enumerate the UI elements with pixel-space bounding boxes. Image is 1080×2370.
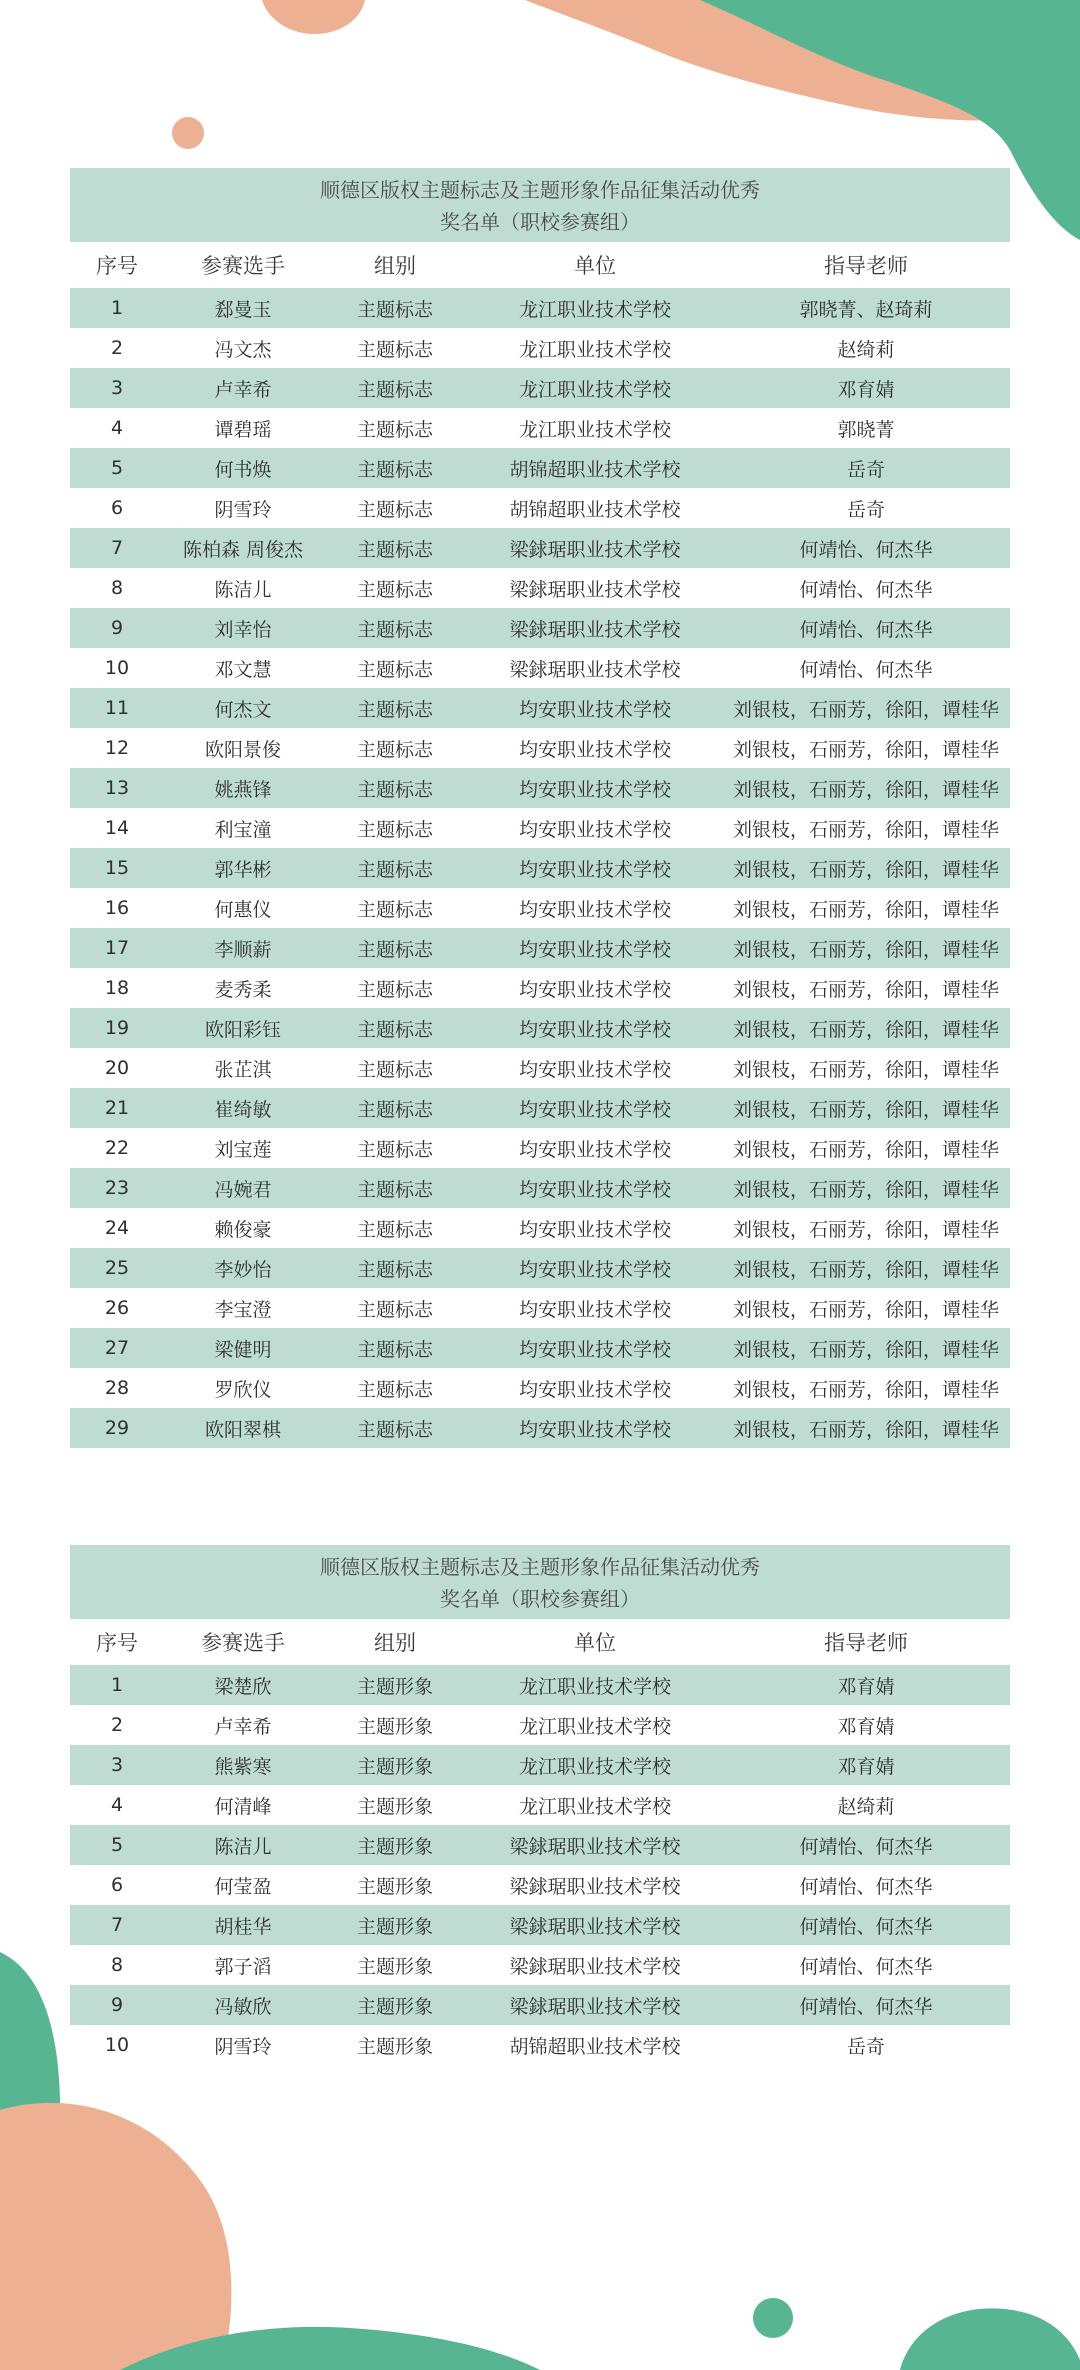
title-line-1: 顺德区版权主题标志及主题形象作品征集活动优秀: [320, 1555, 760, 1579]
cell-group: 主题标志: [356, 1298, 433, 1321]
cell-teacher: 刘银枝，石丽芳，徐阳，谭桂华: [732, 1338, 999, 1361]
cell-group: 主题标志: [356, 1338, 433, 1361]
cell-group: 主题标志: [356, 1138, 433, 1161]
cell-unit: 龙江职业技术学校: [518, 1755, 671, 1778]
cell-contestant: 郭子滔: [214, 1955, 272, 1978]
cell-contestant: 陈洁儿: [214, 1835, 272, 1858]
cell-number: 25: [104, 1257, 130, 1279]
cell-teacher: 何靖怡、何杰华: [799, 578, 933, 601]
cell-teacher: 邓育婧: [837, 1675, 895, 1698]
table-row: [70, 408, 1010, 448]
cell-number: 20: [104, 1057, 130, 1079]
table-row: [70, 1985, 1010, 2025]
table-body: [70, 1665, 1010, 2065]
cell-unit: 均安职业技术学校: [518, 778, 671, 801]
cell-unit: 均安职业技术学校: [518, 898, 671, 921]
cell-teacher: 郭晓菁: [837, 418, 895, 441]
cell-group: 主题标志: [356, 618, 433, 641]
cell-unit: 胡锦超职业技术学校: [509, 2035, 681, 2058]
cell-contestant: 欧阳彩钰: [204, 1018, 281, 1041]
cell-number: 7: [110, 1914, 124, 1936]
cell-unit: 均安职业技术学校: [518, 978, 671, 1001]
cell-group: 主题标志: [356, 938, 433, 961]
cell-teacher: 刘银枝，石丽芳，徐阳，谭桂华: [732, 1018, 999, 1041]
cell-unit: 梁銶琚职业技术学校: [509, 1915, 681, 1938]
cell-teacher: 刘银枝，石丽芳，徐阳，谭桂华: [732, 778, 999, 801]
cell-group: 主题标志: [356, 418, 433, 441]
cell-group: 主题形象: [356, 1835, 433, 1858]
cell-teacher: 刘银枝，石丽芳，徐阳，谭桂华: [732, 1298, 999, 1321]
cell-contestant: 梁健明: [214, 1338, 272, 1361]
cell-group: 主题标志: [356, 298, 433, 321]
cell-contestant: 冯敏欣: [214, 1995, 272, 2018]
cell-number: 7: [110, 537, 124, 559]
cell-teacher: 邓育婧: [837, 1715, 895, 1738]
cell-number: 27: [104, 1337, 130, 1359]
table-row: [70, 1008, 1010, 1048]
cell-group: 主题标志: [356, 1018, 433, 1041]
table-row: [70, 1168, 1010, 1208]
cell-group: 主题标志: [356, 1378, 433, 1401]
cell-number: 22: [104, 1137, 130, 1159]
cell-group: 主题形象: [356, 1755, 433, 1778]
cell-group: 主题标志: [356, 1178, 433, 1201]
cell-teacher: 刘银枝，石丽芳，徐阳，谭桂华: [732, 698, 999, 721]
cell-group: 主题标志: [356, 1418, 433, 1441]
cell-group: 主题标志: [356, 498, 433, 521]
cell-teacher: 刘银枝，石丽芳，徐阳，谭桂华: [732, 1378, 999, 1401]
cell-group: 主题形象: [356, 2035, 433, 2058]
cell-contestant: 姚燕锋: [214, 778, 272, 801]
cell-unit: 梁銶琚职业技术学校: [509, 658, 681, 681]
table-row: [70, 648, 1010, 688]
cell-unit: 均安职业技术学校: [518, 738, 671, 761]
cell-unit: 均安职业技术学校: [518, 1178, 671, 1201]
cell-contestant: 麦秀柔: [214, 978, 272, 1001]
table-row: [70, 2025, 1010, 2065]
table-header-row: [70, 1619, 1010, 1665]
table-row: [70, 1328, 1010, 1368]
cell-number: 2: [110, 337, 124, 359]
cell-number: 10: [104, 2034, 130, 2056]
table-row: [70, 728, 1010, 768]
cell-number: 8: [110, 577, 124, 599]
cell-unit: 均安职业技术学校: [518, 1298, 671, 1321]
table-row: [70, 1208, 1010, 1248]
cell-contestant: 冯文杰: [214, 338, 272, 361]
cell-contestant: 欧阳景俊: [204, 738, 281, 761]
cell-unit: 梁銶琚职业技术学校: [509, 538, 681, 561]
cell-group: 主题形象: [356, 1795, 433, 1818]
cell-unit: 龙江职业技术学校: [518, 1795, 671, 1818]
cell-group: 主题标志: [356, 458, 433, 481]
table-row: [70, 768, 1010, 808]
table-row: [70, 488, 1010, 528]
cell-contestant: 何莹盈: [214, 1875, 272, 1898]
cell-teacher: 何靖怡、何杰华: [799, 1955, 933, 1978]
cell-number: 2: [110, 1714, 124, 1736]
cell-group: 主题标志: [356, 1258, 433, 1281]
cell-unit: 均安职业技术学校: [518, 1058, 671, 1081]
cell-number: 9: [110, 1994, 124, 2016]
cell-teacher: 刘银枝，石丽芳，徐阳，谭桂华: [732, 858, 999, 881]
cell-unit: 梁銶琚职业技术学校: [509, 1875, 681, 1898]
cell-unit: 均安职业技术学校: [518, 1138, 671, 1161]
cell-teacher: 刘银枝，石丽芳，徐阳，谭桂华: [732, 938, 999, 961]
cell-unit: 梁銶琚职业技术学校: [509, 1955, 681, 1978]
cell-group: 主题形象: [356, 1955, 433, 1978]
cell-contestant: 卢幸希: [214, 1715, 272, 1738]
cell-contestant: 欧阳翠棋: [204, 1418, 281, 1441]
cell-contestant: 阴雪玲: [214, 2035, 272, 2058]
cell-number: 5: [110, 457, 124, 479]
cell-number: 4: [110, 417, 124, 439]
table-row: [70, 328, 1010, 368]
cell-group: 主题标志: [356, 1218, 433, 1241]
cell-group: 主题标志: [356, 658, 433, 681]
cell-unit: 梁銶琚职业技术学校: [509, 1835, 681, 1858]
cell-contestant: 何书焕: [214, 458, 272, 481]
cell-teacher: 刘银枝，石丽芳，徐阳，谭桂华: [732, 1178, 999, 1201]
table-row: [70, 1945, 1010, 1985]
cell-teacher: 刘银枝，石丽芳，徐阳，谭桂华: [732, 1098, 999, 1121]
header-unit: 单位: [574, 254, 616, 278]
cell-contestant: 张芷淇: [214, 1058, 272, 1081]
header-group: 组别: [374, 254, 416, 278]
cell-group: 主题标志: [356, 698, 433, 721]
cell-number: 11: [104, 697, 130, 719]
cell-unit: 龙江职业技术学校: [518, 1675, 671, 1698]
cell-group: 主题形象: [356, 1995, 433, 2018]
cell-teacher: 刘银枝，石丽芳，徐阳，谭桂华: [732, 1258, 999, 1281]
table-body: [70, 288, 1010, 1448]
cell-teacher: 刘银枝，石丽芳，徐阳，谭桂华: [732, 898, 999, 921]
cell-teacher: 赵绮莉: [837, 338, 895, 361]
cell-number: 6: [110, 497, 124, 519]
cell-number: 3: [110, 377, 124, 399]
cell-number: 14: [104, 817, 130, 839]
table-row: [70, 848, 1010, 888]
cell-teacher: 刘银枝，石丽芳，徐阳，谭桂华: [732, 1138, 999, 1161]
title-line-2: 奖名单（职校参赛组）: [440, 210, 640, 234]
cell-number: 26: [104, 1297, 130, 1319]
table-row: [70, 1705, 1010, 1745]
cell-contestant: 阴雪玲: [214, 498, 272, 521]
cell-teacher: 刘银枝，石丽芳，徐阳，谭桂华: [732, 978, 999, 1001]
header-contestant: 参赛选手: [201, 1631, 285, 1655]
table-row: [70, 968, 1010, 1008]
table-row: [70, 528, 1010, 568]
table-row: [70, 1785, 1010, 1825]
cell-contestant: 利宝潼: [214, 818, 272, 841]
table-row: [70, 1288, 1010, 1328]
cell-teacher: 邓育婧: [837, 1755, 895, 1778]
cell-group: 主题标志: [356, 898, 433, 921]
cell-number: 21: [104, 1097, 130, 1119]
title-line-2: 奖名单（职校参赛组）: [440, 1587, 640, 1611]
cell-number: 24: [104, 1217, 130, 1239]
header-teacher: 指导老师: [824, 254, 908, 278]
cell-contestant: 陈洁儿: [214, 578, 272, 601]
cell-number: 3: [110, 1754, 124, 1776]
cell-number: 8: [110, 1954, 124, 1976]
cell-unit: 均安职业技术学校: [518, 1218, 671, 1241]
table-row: [70, 688, 1010, 728]
cell-contestant: 李妙怡: [214, 1258, 272, 1281]
cell-contestant: 胡桂华: [214, 1915, 272, 1938]
cell-contestant: 李宝澄: [214, 1298, 272, 1321]
cell-number: 15: [104, 857, 130, 879]
cell-group: 主题形象: [356, 1875, 433, 1898]
cell-teacher: 郭晓菁、赵琦莉: [799, 298, 933, 321]
cell-unit: 梁銶琚职业技术学校: [509, 618, 681, 641]
cell-number: 28: [104, 1377, 130, 1399]
cell-unit: 龙江职业技术学校: [518, 338, 671, 361]
cell-unit: 均安职业技术学校: [518, 1018, 671, 1041]
cell-unit: 均安职业技术学校: [518, 1418, 671, 1441]
cell-contestant: 郄曼玉: [214, 298, 272, 321]
cell-number: 10: [104, 657, 130, 679]
table-row: [70, 1865, 1010, 1905]
cell-contestant: 谭碧瑶: [214, 418, 272, 441]
cell-number: 1: [110, 1674, 124, 1696]
cell-group: 主题形象: [356, 1675, 433, 1698]
cell-teacher: 岳奇: [846, 2035, 885, 2058]
cell-unit: 均安职业技术学校: [518, 938, 671, 961]
cell-teacher: 赵绮莉: [837, 1795, 895, 1818]
cell-contestant: 邓文慧: [214, 658, 272, 681]
cell-number: 9: [110, 617, 124, 639]
cell-group: 主题形象: [356, 1915, 433, 1938]
cell-number: 17: [104, 937, 130, 959]
cell-teacher: 何靖怡、何杰华: [799, 618, 933, 641]
cell-unit: 龙江职业技术学校: [518, 418, 671, 441]
table-row: [70, 1408, 1010, 1448]
cell-unit: 胡锦超职业技术学校: [509, 498, 681, 521]
cell-unit: 均安职业技术学校: [518, 1378, 671, 1401]
cell-contestant: 刘宝莲: [214, 1138, 272, 1161]
cell-group: 主题标志: [356, 978, 433, 1001]
cell-unit: 均安职业技术学校: [518, 1338, 671, 1361]
cell-group: 主题标志: [356, 778, 433, 801]
cell-number: 13: [104, 777, 130, 799]
cell-contestant: 刘幸怡: [214, 618, 272, 641]
cell-teacher: 刘银枝，石丽芳，徐阳，谭桂华: [732, 1218, 999, 1241]
header-number: 序号: [96, 1631, 138, 1655]
table-row: [70, 288, 1010, 328]
cell-teacher: 何靖怡、何杰华: [799, 1875, 933, 1898]
cell-unit: 龙江职业技术学校: [518, 378, 671, 401]
header-number: 序号: [96, 254, 138, 278]
cell-contestant: 郭华彬: [214, 858, 272, 881]
cell-contestant: 崔绮敏: [214, 1098, 272, 1121]
cell-contestant: 熊紫寒: [214, 1755, 272, 1778]
cell-unit: 均安职业技术学校: [518, 698, 671, 721]
cell-group: 主题标志: [356, 738, 433, 761]
cell-teacher: 何靖怡、何杰华: [799, 1835, 933, 1858]
table-title: [70, 1545, 1010, 1619]
title-line-1: 顺德区版权主题标志及主题形象作品征集活动优秀: [320, 178, 760, 202]
table-row: [70, 568, 1010, 608]
cell-number: 16: [104, 897, 130, 919]
cell-teacher: 邓育婧: [837, 378, 895, 401]
cell-unit: 均安职业技术学校: [518, 1098, 671, 1121]
table-row: [70, 1368, 1010, 1408]
table-row: [70, 1745, 1010, 1785]
cell-unit: 胡锦超职业技术学校: [509, 458, 681, 481]
cell-unit: 梁銶琚职业技术学校: [509, 1995, 681, 2018]
table-row: [70, 1665, 1010, 1705]
header-teacher: 指导老师: [824, 1631, 908, 1655]
cell-contestant: 梁楚欣: [214, 1675, 272, 1698]
table-title: [70, 168, 1010, 242]
cell-group: 主题标志: [356, 858, 433, 881]
cell-group: 主题标志: [356, 1058, 433, 1081]
cell-group: 主题标志: [356, 578, 433, 601]
table-row: [70, 1248, 1010, 1288]
table-row: [70, 928, 1010, 968]
cell-number: 1: [110, 297, 124, 319]
cell-unit: 均安职业技术学校: [518, 858, 671, 881]
cell-unit: 梁銶琚职业技术学校: [509, 578, 681, 601]
cell-number: 19: [104, 1017, 130, 1039]
cell-number: 6: [110, 1874, 124, 1896]
award-table-logo: [70, 168, 1010, 1448]
cell-teacher: 何靖怡、何杰华: [799, 1915, 933, 1938]
cell-number: 12: [104, 737, 130, 759]
cell-unit: 龙江职业技术学校: [518, 298, 671, 321]
table-row: [70, 888, 1010, 928]
header-unit: 单位: [574, 1631, 616, 1655]
cell-contestant: 何惠仪: [214, 898, 272, 921]
award-table-image: [70, 1545, 1010, 2065]
cell-group: 主题标志: [356, 378, 433, 401]
cell-unit: 龙江职业技术学校: [518, 1715, 671, 1738]
table-row: [70, 1128, 1010, 1168]
header-group: 组别: [374, 1631, 416, 1655]
cell-teacher: 刘银枝，石丽芳，徐阳，谭桂华: [732, 738, 999, 761]
table-row: [70, 448, 1010, 488]
cell-number: 18: [104, 977, 130, 999]
table-row: [70, 368, 1010, 408]
cell-number: 5: [110, 1834, 124, 1856]
cell-contestant: 何杰文: [214, 698, 272, 721]
table-row: [70, 1088, 1010, 1128]
header-contestant: 参赛选手: [201, 254, 285, 278]
table-row: [70, 808, 1010, 848]
cell-contestant: 赖俊豪: [214, 1218, 272, 1241]
cell-group: 主题形象: [356, 1715, 433, 1738]
cell-contestant: 李顺薪: [214, 938, 272, 961]
cell-group: 主题标志: [356, 538, 433, 561]
cell-contestant: 何清峰: [214, 1795, 272, 1818]
cell-group: 主题标志: [356, 818, 433, 841]
cell-group: 主题标志: [356, 1098, 433, 1121]
cell-contestant: 陈柏森 周俊杰: [182, 538, 304, 561]
cell-teacher: 何靖怡、何杰华: [799, 658, 933, 681]
cell-number: 23: [104, 1177, 130, 1199]
cell-teacher: 刘银枝，石丽芳，徐阳，谭桂华: [732, 1058, 999, 1081]
cell-teacher: 刘银枝，石丽芳，徐阳，谭桂华: [732, 818, 999, 841]
cell-teacher: 何靖怡、何杰华: [799, 1995, 933, 2018]
table-header-row: [70, 242, 1010, 288]
cell-teacher: 岳奇: [846, 498, 885, 521]
cell-teacher: 何靖怡、何杰华: [799, 538, 933, 561]
cell-number: 4: [110, 1794, 124, 1816]
cell-teacher: 岳奇: [846, 458, 885, 481]
table-row: [70, 1048, 1010, 1088]
cell-contestant: 罗欣仪: [214, 1378, 272, 1401]
cell-group: 主题标志: [356, 338, 433, 361]
cell-contestant: 冯婉君: [214, 1178, 272, 1201]
cell-contestant: 卢幸希: [214, 378, 272, 401]
table-row: [70, 1825, 1010, 1865]
table-row: [70, 608, 1010, 648]
cell-unit: 均安职业技术学校: [518, 1258, 671, 1281]
table-row: [70, 1905, 1010, 1945]
cell-unit: 均安职业技术学校: [518, 818, 671, 841]
cell-number: 29: [104, 1417, 130, 1439]
cell-teacher: 刘银枝，石丽芳，徐阳，谭桂华: [732, 1418, 999, 1441]
